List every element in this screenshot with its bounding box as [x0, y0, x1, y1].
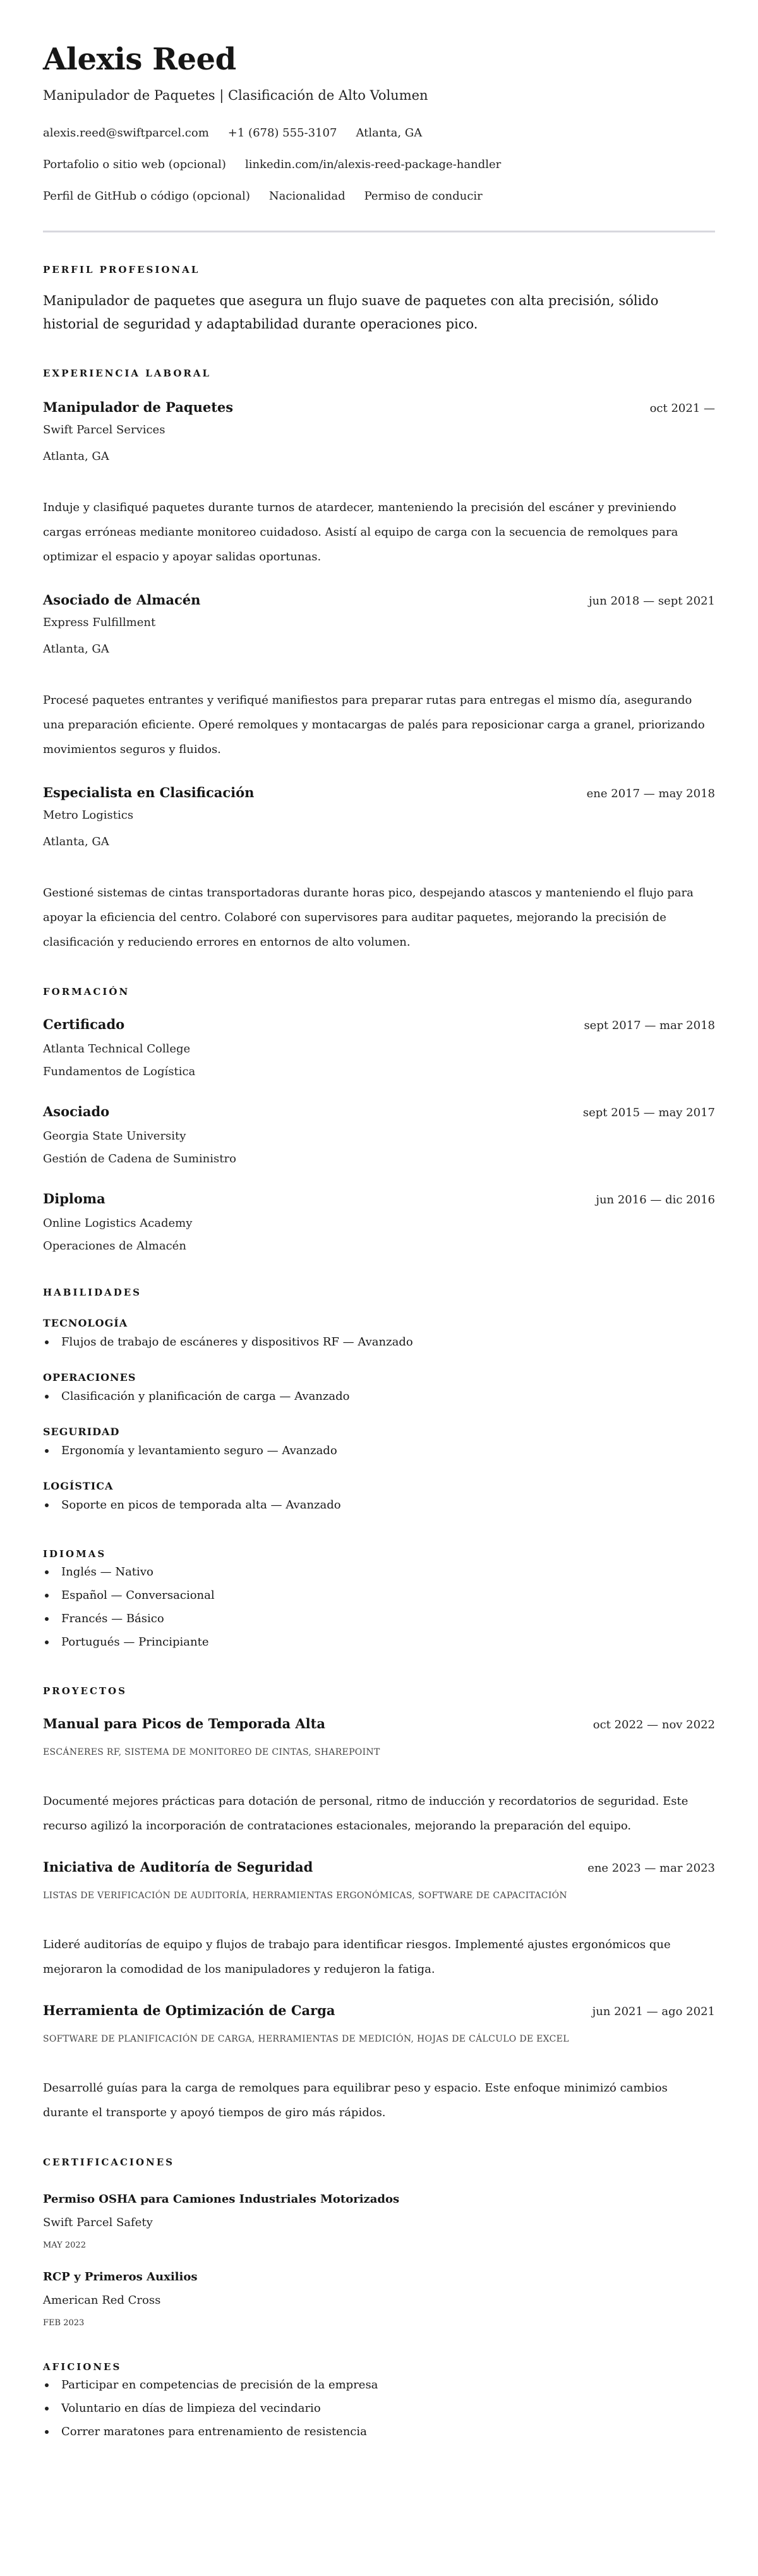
project-dates: jun 2021 — ago 2021 — [592, 2005, 715, 2018]
certification-issuer: Swift Parcel Safety — [43, 2216, 153, 2229]
project-title: Manual para Picos de Temporada Alta — [43, 1716, 325, 1731]
education-section — [43, 985, 715, 1255]
language-list — [43, 1560, 715, 1654]
project-tech: ESCÁNERES RF, SISTEMA DE MONITOREO DE CINTAS, SHAREPOINT — [43, 1747, 380, 1757]
skill-item: Clasificación y planificación de carga — Avanzado — [43, 1385, 715, 1408]
header-divider — [43, 231, 715, 232]
skill-item: Flujos de trabajo de escáneres y dispositivos RF — Avanzado — [43, 1330, 715, 1354]
project-title: Iniciativa de Auditoría de Seguridad — [43, 1859, 313, 1875]
job-dates: jun 2018 — sept 2021 — [589, 594, 715, 608]
job-dates: ene 2017 — may 2018 — [586, 787, 715, 800]
section-heading: PERFIL PROFESIONAL — [43, 264, 200, 275]
section-heading: CERTIFICACIONES — [43, 2157, 174, 2168]
job-description: Gestioné sistemas de cintas transportadoras durante horas pico, despejando atascos y manteniendo el flujo para apoyar la eficiencia del centro. Colaboré con supervisores para auditar paquetes, mejorando la precisión de clasificación y reduciendo errores en entornos de alto volumen. — [43, 886, 694, 949]
job-entry — [43, 591, 715, 762]
candidate-headline: Manipulador de Paquetes | Clasificación de Alto Volumen — [43, 88, 428, 103]
summary-section — [43, 263, 715, 336]
degree: Asociado — [43, 1104, 110, 1119]
job-entry — [43, 783, 715, 954]
contact-row — [43, 125, 715, 141]
language-item: Francés — Básico — [43, 1607, 715, 1630]
projects-section — [43, 1685, 715, 2125]
job-title: Asociado de Almacén — [43, 592, 201, 608]
field-of-study: Fundamentos de Logística — [43, 1065, 196, 1078]
job-company: Express Fulfillment — [43, 616, 156, 629]
language-item: Portugués — Principiante — [43, 1630, 715, 1654]
job-description: Procesé paquetes entrantes y verifiqué manifiestos para preparar rutas para entregas el mismo día, asegurando una preparación eficiente. Operé remolques y montacargas de palés para reposicionar carga a granel, priorizando movimientos seguros y fluidos. — [43, 694, 705, 756]
job-dates: oct 2021 — — [649, 402, 715, 415]
education-entry — [43, 1102, 715, 1168]
drivers-license-text: Permiso de conducir — [364, 190, 483, 203]
school: Online Logistics Academy — [43, 1217, 193, 1230]
school: Georgia State University — [43, 1129, 186, 1143]
certification-name: Permiso OSHA para Camiones Industriales Motorizados — [43, 2193, 400, 2206]
skill-category: SEGURIDAD — [43, 1426, 120, 1438]
skill-list — [43, 1385, 715, 1408]
candidate-name: Alexis Reed — [43, 42, 236, 77]
job-title: Especialista en Clasificación — [43, 785, 255, 800]
school: Atlanta Technical College — [43, 1042, 191, 1056]
language-item: Inglés — Nativo — [43, 1560, 715, 1584]
hobby-item: Correr maratones para entrenamiento de resistencia — [43, 2420, 715, 2443]
job-location: Atlanta, GA — [43, 450, 109, 463]
hobby-item: Voluntario en días de limpieza del vecindario — [43, 2397, 715, 2420]
location-text: Atlanta, GA — [356, 126, 423, 140]
contact-row — [43, 188, 715, 205]
education-dates: sept 2015 — may 2017 — [582, 1106, 715, 1119]
skill-list — [43, 1493, 715, 1517]
language-item: Español — Conversacional — [43, 1584, 715, 1607]
job-company: Swift Parcel Services — [43, 423, 165, 436]
section-heading: IDIOMAS — [43, 1548, 107, 1560]
certification-date: FEB 2023 — [43, 2318, 85, 2328]
project-entry — [43, 1858, 715, 1982]
certification-issuer: American Red Cross — [43, 2294, 161, 2307]
skills-section — [43, 1286, 715, 1517]
email-link[interactable]: alexis.reed@swiftparcel.com — [43, 126, 209, 140]
project-dates: oct 2022 — nov 2022 — [593, 1718, 715, 1731]
certification-entry — [43, 2269, 715, 2330]
certifications-section — [43, 2156, 715, 2330]
skill-category: OPERACIONES — [43, 1371, 136, 1383]
project-title: Herramienta de Optimización de Carga — [43, 2002, 335, 2018]
section-heading: HABILIDADES — [43, 1287, 141, 1298]
phone-link[interactable]: +1 (678) 555-3107 — [227, 126, 337, 140]
section-heading: EXPERIENCIA LABORAL — [43, 368, 212, 379]
hobby-list — [43, 2373, 715, 2443]
project-entry — [43, 2001, 715, 2125]
portfolio-link[interactable]: Portafolio o sitio web (opcional) — [43, 158, 226, 171]
project-tech: LISTAS DE VERIFICACIÓN DE AUDITORÍA, HERRAMIENTAS ERGONÓMICAS, SOFTWARE DE CAPACITACIÓN — [43, 1891, 567, 1901]
project-description: Lideré auditorías de equipo y flujos de trabajo para identificar riesgos. Implementé ajustes ergonómicos que mejoraron la comodidad de los manipuladores y redujeron la fatiga. — [43, 1938, 671, 1976]
job-description: Induje y clasifiqué paquetes durante turnos de atardecer, manteniendo la precisión del escáner y previniendo cargas erróneas mediante monitoreo cuidadoso. Asistí al equipo de carga con la secuencia de remolques para optimizar el espacio y apoyar salidas oportunas. — [43, 501, 678, 563]
hobby-item: Participar en competencias de precisión de la empresa — [43, 2373, 715, 2397]
project-description: Documenté mejores prácticas para dotación de personal, ritmo de inducción y recordatorios de seguridad. Este recurso agilizó la incorporación de contrataciones estacionales, mejorando la preparación del equipo. — [43, 1795, 689, 1833]
job-location: Atlanta, GA — [43, 642, 109, 656]
skill-item: Soporte en picos de temporada alta — Avanzado — [43, 1493, 715, 1517]
job-title: Manipulador de Paquetes — [43, 399, 234, 415]
job-location: Atlanta, GA — [43, 835, 109, 848]
certification-date: MAY 2022 — [43, 2241, 86, 2250]
field-of-study: Gestión de Cadena de Suministro — [43, 1152, 236, 1165]
skill-category: TECNOLOGÍA — [43, 1317, 128, 1329]
skill-item: Ergonomía y levantamiento seguro — Avanzado — [43, 1439, 715, 1462]
job-company: Metro Logistics — [43, 809, 134, 822]
certification-entry — [43, 2191, 715, 2252]
skill-list — [43, 1330, 715, 1354]
nationality-text: Nacionalidad — [268, 190, 346, 203]
summary-text: Manipulador de paquetes que asegura un flujo suave de paquetes con alta precisión, sólido historial de seguridad y adaptabilidad durante operaciones pico. — [43, 293, 659, 332]
resume-header — [43, 42, 715, 205]
github-link[interactable]: Perfil de GitHub o código (opcional) — [43, 190, 250, 203]
skill-list — [43, 1439, 715, 1462]
job-entry — [43, 398, 715, 569]
section-heading: FORMACIÓN — [43, 986, 130, 997]
certification-name: RCP y Primeros Auxilios — [43, 2270, 198, 2284]
education-dates: jun 2016 — dic 2016 — [596, 1193, 715, 1207]
project-entry — [43, 1714, 715, 1838]
hobbies-section — [43, 2361, 715, 2443]
contact-row — [43, 157, 715, 173]
project-description: Desarrollé guías para la carga de remolques para equilibrar peso y espacio. Este enfoque minimizó cambios durante el transporte y apoyó tiempos de giro más rápidos. — [43, 2081, 668, 2119]
project-tech: SOFTWARE DE PLANIFICACIÓN DE CARGA, HERRAMIENTAS DE MEDICIÓN, HOJAS DE CÁLCULO DE EXCEL — [43, 2034, 569, 2044]
education-dates: sept 2017 — mar 2018 — [584, 1019, 715, 1032]
linkedin-link[interactable]: linkedin.com/in/alexis-reed-package-handler — [244, 158, 502, 171]
section-heading: PROYECTOS — [43, 1685, 127, 1697]
languages-section — [43, 1548, 715, 1654]
section-heading: AFICIONES — [43, 2361, 122, 2373]
experience-section — [43, 367, 715, 954]
degree: Diploma — [43, 1191, 105, 1207]
education-entry — [43, 1015, 715, 1081]
degree: Certificado — [43, 1016, 125, 1032]
education-entry — [43, 1189, 715, 1255]
field-of-study: Operaciones de Almacén — [43, 1239, 186, 1253]
skill-category: LOGÍSTICA — [43, 1480, 114, 1492]
project-dates: ene 2023 — mar 2023 — [587, 1862, 715, 1875]
